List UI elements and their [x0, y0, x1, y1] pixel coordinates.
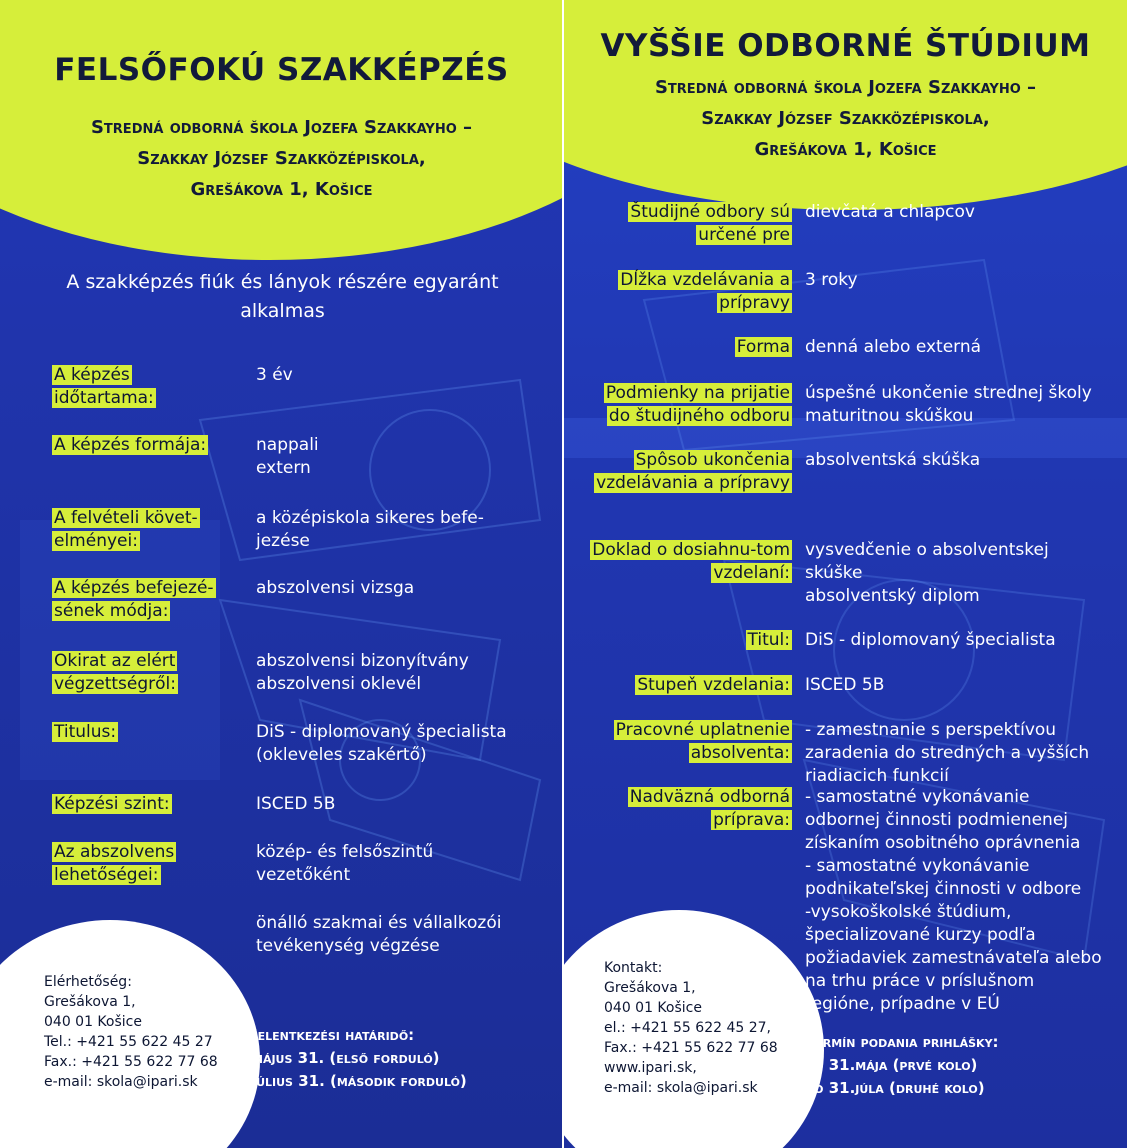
right-value-employment: - zamestnanie s perspektívou zaradenia do stredných a vyšších riadiacich funkcií [805, 720, 1090, 786]
left-value-form: nappali extern [256, 435, 319, 478]
left-deadline-heading: Jelentkezési határidő: [252, 1026, 415, 1044]
right-value-form: denná alebo externá [805, 337, 982, 357]
left-school-line-3: Grešákova 1, Košice [190, 179, 373, 200]
right-school-line-3: Grešákova 1, Košice [754, 139, 937, 160]
left-label-duration: A képzés időtartama: [54, 365, 154, 408]
right-label-form: Forma [736, 337, 790, 357]
right-label-document: Doklad o dosiahnu-tom vzdelaní: [592, 540, 790, 583]
left-value-prospects: közép- és felsőszintű vezetőként [256, 842, 434, 885]
right-deadline-second: do 31.júla (druhé kolo) [805, 1079, 985, 1097]
right-value-target: dievčatá a chlapcov [805, 202, 975, 222]
right-value-title: DiS - diplomovaný špecialista [805, 630, 1056, 650]
left-intro: A szakképzés fiúk és lányok részére egyaránt alkalmas [66, 271, 499, 322]
left-school-line-1: Stredná odborná škola Jozefa Szakkayho – [90, 117, 473, 138]
right-value-completion: absolventská skúška [805, 450, 981, 470]
right-deadline-first: do 31.mája (prvé kolo) [805, 1056, 978, 1074]
right-school-line-1: Stredná odborná škola Jozefa Szakkayho – [654, 77, 1037, 98]
left-value-certificate: abszolvensi bizonyítvány abszolvensi oklevél [256, 651, 469, 694]
right-label-level: Stupeň vzdelania: [637, 675, 790, 695]
left-extra-prospect: önálló szakmai és vállalkozói tevékenység végzése [256, 913, 502, 956]
left-value-completion: abszolvensi vizsga [256, 578, 415, 598]
left-label-prospects: Az abszolvens lehetőségei: [54, 842, 175, 885]
left-school-line-2: Szakkay József Szakközépiskola, [137, 148, 426, 169]
right-value-level: ISCED 5B [805, 675, 885, 695]
left-label-level: Képzési szint: [54, 794, 170, 814]
left-title: FELSŐFOKÚ SZAKKÉPZÉS [54, 52, 509, 88]
left-value-duration: 3 év [256, 365, 293, 385]
right-contact: Kontakt: Grešákova 1, 040 01 Košice el.: +421 55 622 45 27, Fax.: +421 55 622 77 68 www.ipari.sk, e-mail: skola@ipari.sk [604, 960, 778, 1096]
left-value-admission: a középiskola sikeres befe- jezése [256, 508, 484, 551]
left-value-level: ISCED 5B [256, 794, 336, 814]
left-label-certificate: Okirat az elért végzettségről: [54, 651, 176, 694]
right-label-title: Titul: [747, 630, 790, 650]
right-label-target: Študijné odbory sú určené pre [630, 202, 790, 245]
right-value-duration: 3 roky [805, 270, 858, 290]
left-deadline-first: május 31. (első forduló) [252, 1049, 440, 1067]
right-value-further: - samostatné vykonávanie odbornej činnosti podmienenej získaním osobitného oprávnenia - samostatné vykonávanie podnikateľskej činnosti v odbore -vysokoškolské štúdium, špecializované kurzy podľa požiadaviek zamestnávateľa alebo na trhu práce v príslušnom regióne, prípadne v EÚ [805, 787, 1102, 1014]
left-panel [0, 0, 563, 1148]
right-label-completion: Spôsob ukončenia vzdelávania a prípravy [596, 450, 790, 493]
right-panel [564, 0, 1127, 1148]
left-label-admission: A felvételi követ-elményei: [54, 508, 198, 551]
left-label-title: Titulus: [54, 722, 117, 742]
left-contact: Elérhetőség: Grešákova 1, 040 01 Košice Tel.: +421 55 622 45 27 Fax.: +421 55 622 77 68 e-mail: skola@ipari.sk [44, 974, 218, 1090]
right-value-admission: úspešné ukončenie strednej školy maturitnou skúškou [805, 383, 1092, 426]
right-label-duration: Dĺžka vzdelávania a prípravy [620, 270, 790, 313]
right-school-line-2: Szakkay József Szakközépiskola, [701, 108, 990, 129]
left-label-form: A képzés formája: [54, 435, 207, 455]
right-label-admission: Podmienky na prijatie do študijného odboru [605, 383, 790, 426]
left-deadline-second: július 31. (második forduló) [252, 1072, 467, 1090]
right-value-document: vysvedčenie o absolventskej skúške absolventský diplom [805, 540, 1049, 606]
right-label-further: Nadväzná odborná príprava: [629, 787, 790, 830]
right-title: VYŠŠIE ODBORNÉ ŠTÚDIUM [600, 28, 1091, 64]
right-deadline-heading: Termín podania prihlášky: [805, 1033, 999, 1051]
left-value-title: DiS - diplomovaný špecialista (okleveles szakértő) [256, 722, 507, 765]
left-label-completion: A képzés befejezé-sének módja: [54, 578, 214, 621]
right-label-employment: Pracovné uplatnenie absolventa: [615, 720, 790, 763]
